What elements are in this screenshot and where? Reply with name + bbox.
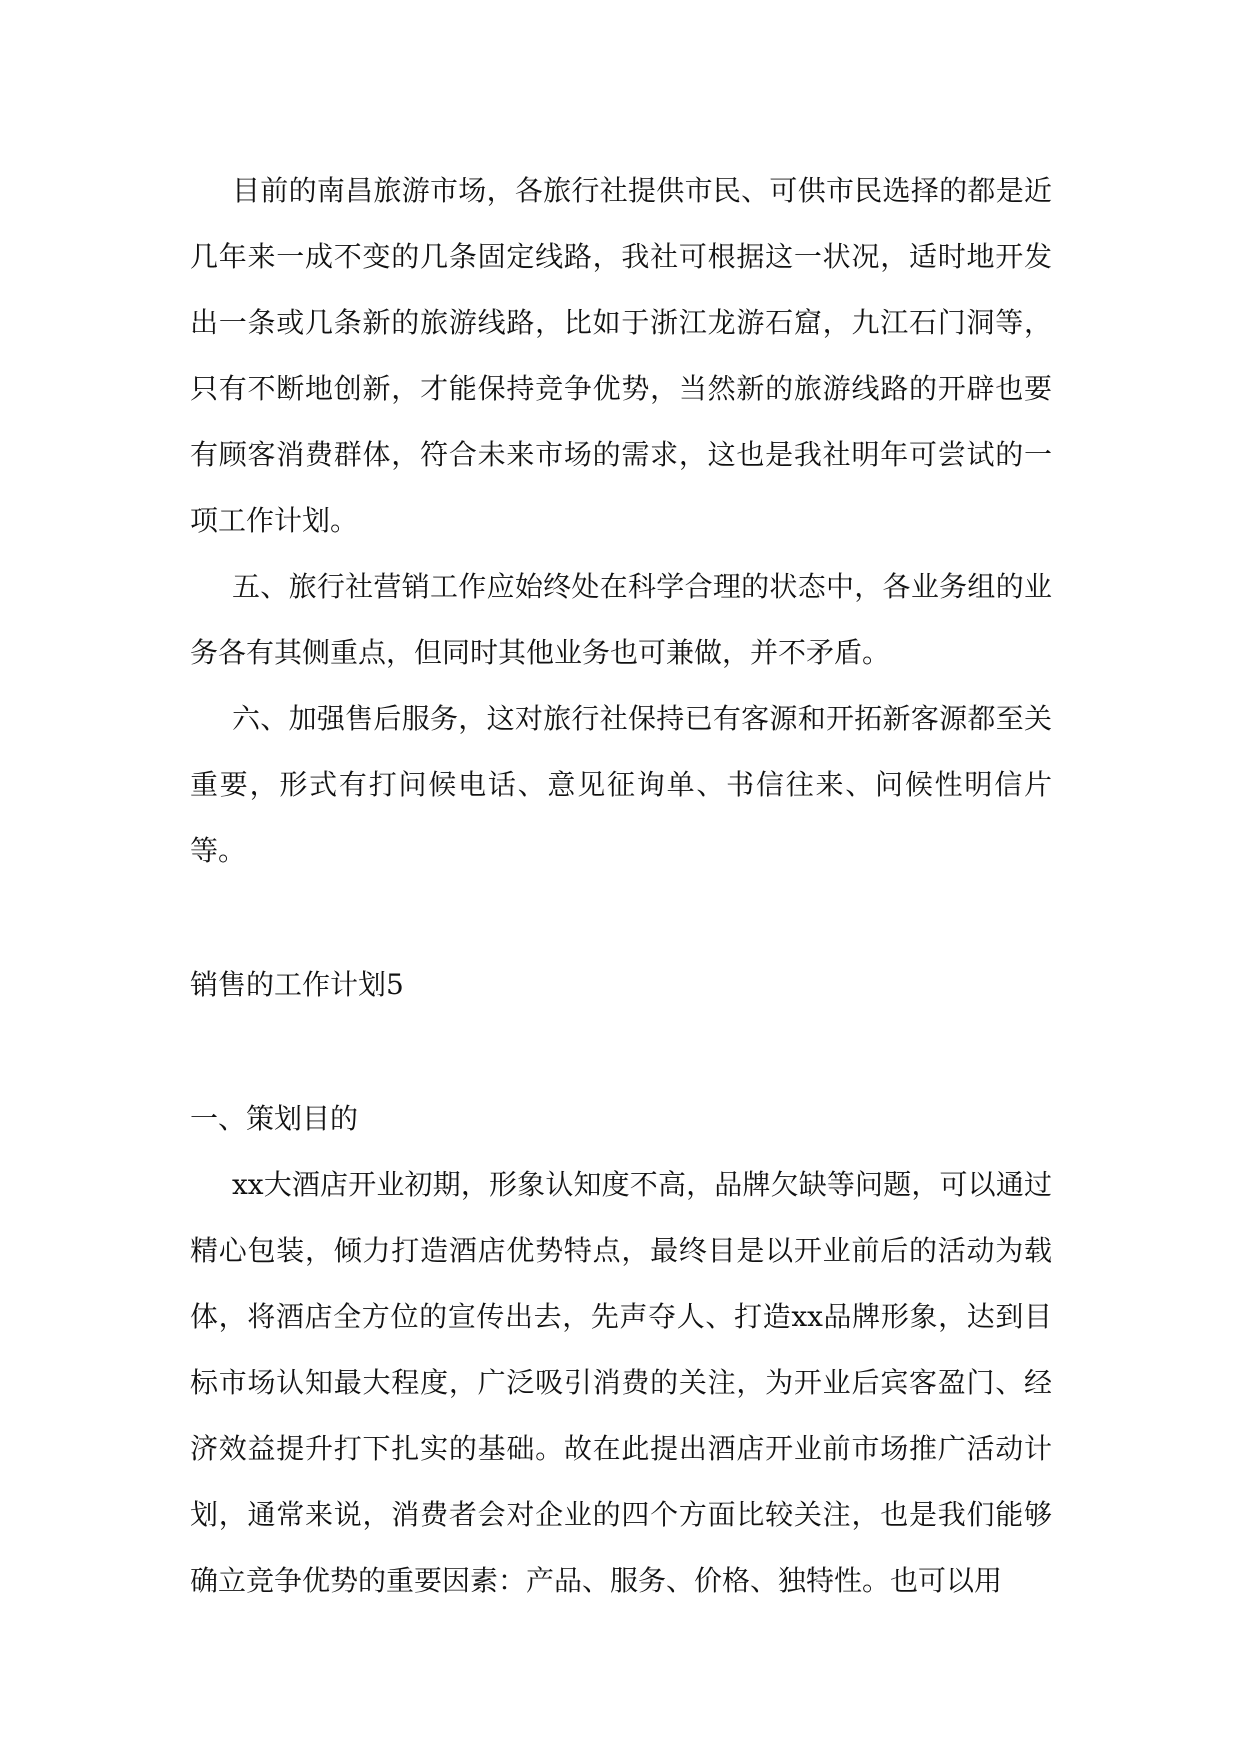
paragraph-item-five: 五、旅行社营销工作应始终处在科学合理的状态中，各业务组的业务各有其侧重点，但同时其他业务也可兼做，并不矛盾。 bbox=[190, 570, 1052, 669]
paragraph-hotel-opening: xx大酒店开业初期，形象认知度不高，品牌欠缺等问题，可以通过精心包装，倾力打造酒店优势特点，最终目是以开业前后的活动为载体，将酒店全方位的宣传出去，先声夺人、打造xx品牌形象，达到目标市场认知最大程度，广泛吸引消费的关注，为开业后宾客盈门、经济效益提升打下扎实的基础。故在此提出酒店开业前市场推广活动计划，通常来说，消费者会对企业的四个方面比较关注，也是我们能够确立竞争优势的重要因素：产品、服务、价格、独特性。也可以用 bbox=[190, 1168, 1052, 1597]
paragraph-item-six: 六、加强售后服务，这对旅行社保持已有客源和开拓新客源都至关重要，形式有打问候电话、意见征询单、书信往来、问候性明信片等。 bbox=[190, 702, 1052, 867]
paragraph-tourism-routes: 目前的南昌旅游市场，各旅行社提供市民、可供市民选择的都是近几年来一成不变的几条固定线路，我社可根据这一状况，适时地开发出一条或几条新的旅游线路，比如于浙江龙游石窟，九江石门洞等，只有不断地创新，才能保持竞争优势，当然新的旅游线路的开辟也要有顾客消费群体，符合未来市场的需求，这也是我社明年可尝试的一项工作计划。 bbox=[190, 174, 1052, 537]
document-body bbox=[190, 158, 1052, 1614]
subheading-planning-purpose: 一、策划目的 bbox=[190, 1102, 359, 1135]
section-title: 销售的工作计划5 bbox=[190, 968, 404, 1001]
